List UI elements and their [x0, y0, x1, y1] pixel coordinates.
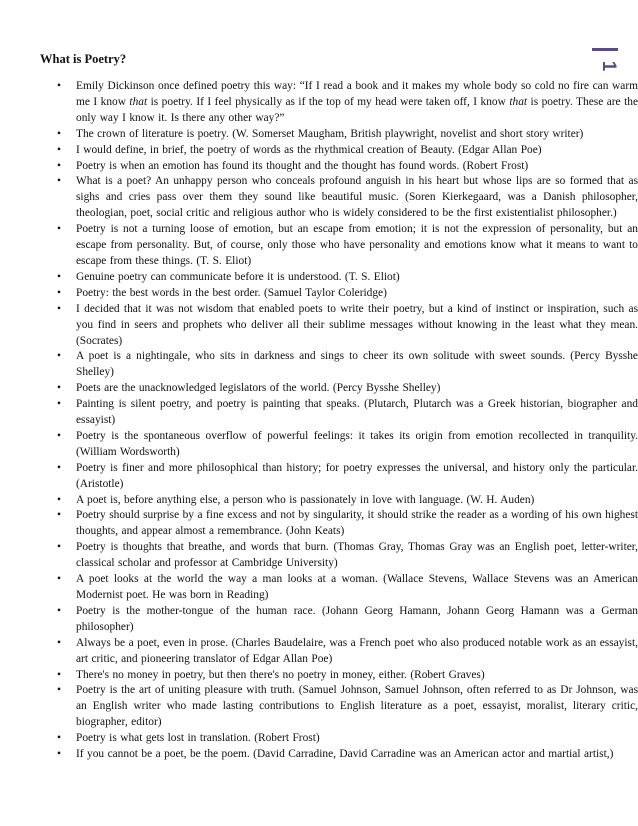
list-item	[76, 540, 638, 572]
quote-text: Emily Dickinson once defined poetry this way: “If I read a book and it makes my whole body so cold no fire can warm me I know	[76, 80, 638, 108]
list-item	[76, 286, 638, 302]
list-item	[76, 493, 638, 509]
quote-text: Painting is silent poetry, and poetry is painting that speaks. (Plutarch, Plutarch was a Greek historian, biographer and essayist)	[76, 398, 638, 427]
quote-text: Genuine poetry can communicate before it is understood. (T. S. Eliot)	[76, 270, 400, 283]
emphasized-text: that	[129, 95, 148, 108]
quote-text: I decided that it was not wisdom that enabled poets to write their poetry, but a kind of instinct or inspiration, such as you find in seers and prophets who deliver all their sublime messages without knowing in the least what they mean. (Socrates)	[76, 302, 638, 347]
list-item	[76, 572, 638, 604]
quote-text: A poet looks at the world the way a man looks at a woman. (Wallace Stevens, Wallace Stevens was an American Modernist poet. He was born in Reading)	[76, 573, 638, 601]
quote-text: Poetry is finer and more philosophical than history; for poetry expresses the universal, and history only the particular. (Aristotle)	[76, 461, 638, 490]
list-item	[76, 381, 638, 397]
list-item	[76, 127, 638, 143]
quote-text: Poetry is the art of uniting pleasure with truth. (Samuel Johnson, Samuel Johnson, often referred to as Dr Johnson, was an English writer who made lasting contributions to English literature as a poet, essayist, moralist, literary critic, biographer, editor)	[76, 684, 638, 729]
quote-text: Poetry is the spontaneous overflow of powerful feelings: it takes its origin from emotion recollected in tranquility. (William Wordsworth)	[76, 429, 638, 458]
quote-text: What is a poet? An unhappy person who conceals profound anguish in his heart but whose lips are so formed that as sighs and cries pass over them they sound like beautiful music. (Soren Kierkegaard, was a Danish philosopher, theologian, poet, social critic and religious author who is widely considered to be the first existentialist philosopher.)	[76, 175, 638, 220]
quote-text: The crown of literature is poetry. (W. Somerset Maugham, British playwright, novelist and short story writer)	[76, 127, 584, 140]
list-item	[76, 461, 638, 493]
quote-text: I would define, in brief, the poetry of words as the rhythmical creation of Beauty. (Edgar Allan Poe)	[76, 143, 542, 156]
quote-text: Poetry is what gets lost in translation. (Robert Frost)	[76, 732, 320, 745]
quote-text: Poetry is not a turning loose of emotion, but an escape from emotion; it is not the expression of personality, but an escape from personality. But, of course, only those who have personality and emotions know what it means to want to escape from these things. (T. S. Eliot)	[76, 223, 638, 267]
quote-text: is poetry. If I feel physically as if the top of my head were taken off, I know	[147, 95, 510, 108]
quote-text: If you cannot be a poet, be the poem. (David Carradine, David Carradine was an American actor and martial artist,)	[76, 748, 614, 761]
list-item	[76, 747, 638, 763]
list-item	[76, 302, 638, 350]
emphasized-text: that	[509, 95, 528, 108]
quote-text: Poetry is thoughts that breathe, and words that burn. (Thomas Gray, Thomas Gray was an English poet, letter-writer, classical scholar and professor at Cambridge University)	[76, 541, 638, 570]
list-item	[76, 429, 638, 461]
quote-text: Poetry is the mother-tongue of the human race. (Johann Georg Hamann, Johann Georg Hamann was a German philosopher)	[76, 604, 638, 633]
quote-text: Poetry should surprise by a fine excess and not by singularity, it should strike the reader as a wording of his own highest thoughts, and appear almost a remembrance. (John Keats)	[76, 509, 638, 538]
list-item	[76, 143, 638, 159]
list-item	[76, 397, 638, 429]
quote-text: is poetry. These are the only way I know it. Is there any other way?”	[76, 95, 638, 124]
list-item	[76, 222, 638, 270]
page-number: 1	[598, 60, 619, 72]
list-item	[76, 683, 638, 731]
list-item	[76, 174, 638, 222]
quote-text: Poetry is when an emotion has found its thought and the thought has found words. (Robert Frost)	[76, 159, 529, 172]
quote-text: Always be a poet, even in prose. (Charles Baudelaire, was a French poet who also produced notable work as an essayist, art critic, and pioneering translator of Edgar Allan Poe)	[76, 636, 638, 665]
list-item	[76, 668, 638, 684]
quote-text: A poet is, before anything else, a person who is passionately in love with language. (W. H. Auden)	[76, 493, 535, 506]
quote-text: Poets are the unacknowledged legislators of the world. (Percy Bysshe Shelley)	[76, 382, 441, 395]
page-number-bar	[592, 48, 618, 51]
list-item	[76, 731, 638, 747]
list-item	[76, 508, 638, 540]
page-heading: What is Poetry?	[40, 52, 127, 66]
list-item	[76, 349, 638, 381]
list-item	[76, 270, 638, 286]
quote-list	[40, 79, 638, 763]
list-item	[76, 604, 638, 636]
quote-text: Poetry: the best words in the best order. (Samuel Taylor Coleridge)	[76, 286, 387, 299]
list-item	[76, 79, 638, 127]
quote-text: A poet is a nightingale, who sits in darkness and sings to cheer its own solitude with sweet sounds. (Percy Bysshe Shelley)	[76, 350, 638, 379]
list-item	[76, 159, 638, 175]
list-item	[76, 636, 638, 668]
quote-text: There's no money in poetry, but then there's no poetry in money, either. (Robert Graves)	[76, 668, 485, 681]
